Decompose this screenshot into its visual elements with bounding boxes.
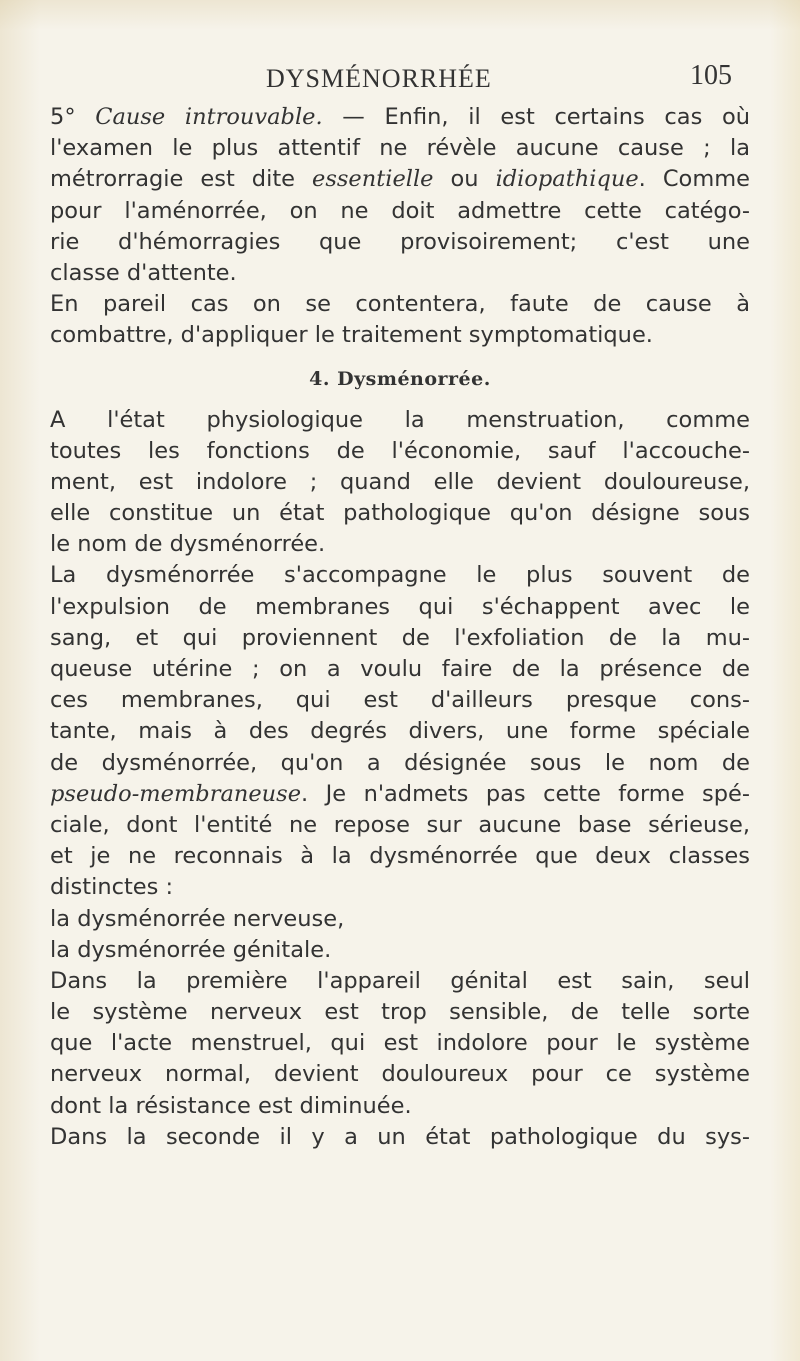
running-head [0, 60, 800, 104]
text-line: distinctes : [50, 874, 174, 901]
text-line: rie d'hémorragies que provisoirement; c'est une [50, 228, 750, 255]
text-run: . Comme [638, 166, 750, 193]
text-line: elle constitue un état pathologique qu'on désigne sous [50, 500, 750, 527]
item-number: 5° [50, 104, 96, 130]
text-line: ces membranes, qui est d'ailleurs presque cons- [50, 687, 750, 714]
emphasis: pseudo-membraneuse [50, 780, 302, 807]
paragraph-traitement [50, 289, 750, 351]
text-line [50, 779, 750, 810]
text-run: . Je n'admets pas cette forme spé- [301, 780, 750, 807]
text-line: La dysménorrée s'accompagne le plus souvent de [50, 562, 750, 589]
paragraph-cause-introuvable [50, 102, 750, 289]
running-title: DYSMÉNORRHÉE [266, 64, 492, 93]
emphasis: idiopathique [495, 166, 639, 193]
text-line: Dans la première l'appareil génital est sain, seul [50, 967, 750, 994]
text-line: A l'état physiologique la menstruation, comme [50, 406, 750, 433]
text-line: combattre, d'appliquer le traitement symptomatique. [50, 322, 653, 349]
text-line: Dans la seconde il y a un état pathologique du sys- [50, 1123, 750, 1150]
text-line [50, 164, 750, 195]
text-run: ou [433, 166, 496, 193]
page-number: 105 [690, 60, 732, 91]
paragraph-premiere [50, 966, 750, 1122]
text-line: nerveux normal, devient douloureux pour ce système [50, 1061, 750, 1088]
text-line: le nom de dysménorrée. [50, 531, 326, 558]
list-item: la dysménorrée nerveuse, [50, 905, 345, 932]
paragraph-physiologique [50, 405, 750, 561]
body-text [50, 102, 750, 1153]
list-item: la dysménorrée génitale. [50, 936, 332, 963]
section-heading: 4. Dysménorrée. [309, 367, 491, 390]
emphasis: essentielle [312, 166, 434, 193]
text-line: ment, est indolore ; quand elle devient douloureuse, [50, 468, 750, 495]
text-line: le système nerveux est trop sensible, de telle sorte [50, 999, 750, 1026]
text-line: queuse utérine ; on a voulu faire de la présence de [50, 656, 750, 682]
text-run: — Enfin, il est certains cas où [322, 104, 751, 130]
text-line: que l'acte menstruel, qui est indolore pour le système [50, 1030, 750, 1057]
classes-list [50, 904, 750, 966]
text-line [50, 102, 750, 133]
text-line: tante, mais à des degrés divers, une forme spéciale [50, 718, 750, 745]
text-line: pour l'aménorrée, on ne doit admettre cette catégo- [50, 197, 750, 224]
text-run: métrorragie est dite [50, 166, 313, 193]
item-title: Cause introuvable. [95, 104, 323, 130]
text-line: En pareil cas on se contentera, faute de cause à [50, 291, 750, 318]
text-line: l'expulsion de membranes qui s'échappent avec le [50, 593, 750, 620]
text-line: et je ne reconnais à la dysménorrée que deux classes [50, 843, 750, 870]
paragraph-seconde [50, 1122, 750, 1153]
text-line: sang, et qui proviennent de l'exfoliation de la mu- [50, 624, 750, 651]
text-line: l'examen le plus attentif ne révèle aucune cause ; la [50, 135, 750, 162]
text-line: dont la résistance est diminuée. [50, 1092, 412, 1119]
text-line: ciale, dont l'entité ne repose sur aucune base sérieuse, [50, 811, 750, 838]
text-line: de dysménorrée, qu'on a désignée sous le nom de [50, 749, 750, 776]
text-line: toutes les fonctions de l'économie, sauf l'accouche- [50, 437, 750, 464]
paragraph-membranes [50, 560, 750, 903]
text-line: classe d'attente. [50, 259, 237, 286]
